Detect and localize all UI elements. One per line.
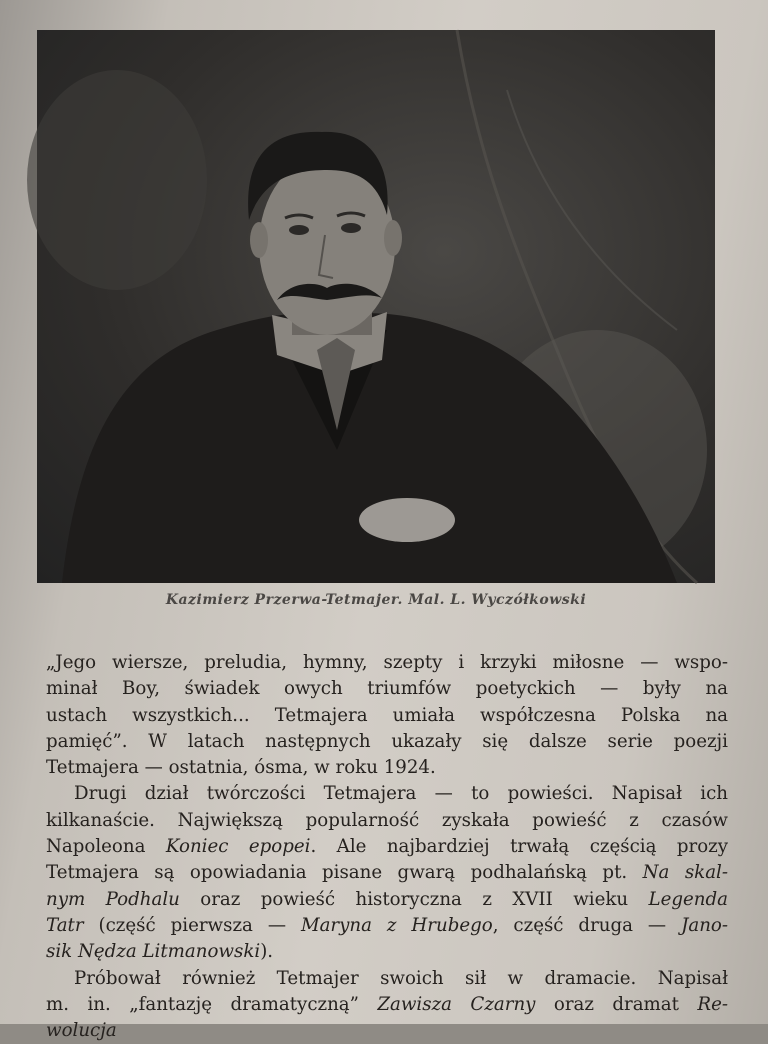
text-run: (część pierwsza — <box>83 914 301 936</box>
italic-title-text: wolucja <box>46 1020 117 1042</box>
italic-title-text: Legenda <box>648 888 728 910</box>
figure-caption: Kazimierz Przerwa-Tetmajer. Mal. L. Wyczółkowski <box>165 592 587 608</box>
italic-title-text: Jano- <box>681 914 729 936</box>
body-text <box>46 650 729 1042</box>
italic-title-text: nym Podhalu <box>46 888 180 910</box>
text-line <box>46 887 728 913</box>
text-run: Napoleona <box>46 836 166 858</box>
text-run: , część druga — <box>492 914 682 936</box>
text-run: oraz dramat <box>535 993 698 1015</box>
text-line <box>46 860 728 886</box>
italic-title-text: sik Nędza Litmanowski <box>46 941 261 963</box>
portrait-photo <box>37 30 715 583</box>
text-run: . Ale najbardziej trwałą częścią prozy <box>310 836 729 858</box>
portrait-illustration <box>37 30 715 583</box>
text-line <box>46 966 728 992</box>
text-run: ). <box>260 941 274 963</box>
text-run: pamięć”. W latach następnych ukazały się dalsze serie poezji <box>46 730 728 752</box>
text-run: Tetmajera są opowiadania pisane gwarą podhalańską pt. <box>46 862 643 884</box>
italic-title-text: Tatr <box>46 914 84 936</box>
text-line <box>46 781 728 807</box>
text-run: minał Boy, świadek owych triumfów poetyckich — były na <box>46 678 728 700</box>
text-line <box>46 913 728 939</box>
italic-title-text: Re- <box>697 993 728 1015</box>
italic-title-text: Maryna z Hrubego <box>300 914 493 936</box>
text-run: Tetmajera — ostatnia, ósma, w roku 1924. <box>46 757 436 779</box>
italic-title-text: Koniec epopei <box>165 836 311 858</box>
text-run: kilkanaście. Największą popularność zyskała powieść z czasów <box>46 809 728 831</box>
text-line <box>46 703 728 729</box>
italic-title-text: Na skal- <box>642 862 728 884</box>
text-line <box>46 729 728 755</box>
text-line <box>46 650 728 676</box>
text-run: m. in. „fantazję dramatyczną” <box>46 993 378 1015</box>
text-run: oraz powieść historyczna z XVII wieku <box>179 888 649 910</box>
text-run: „Jego wiersze, preludia, hymny, szepty i krzyki miłosne — wspo- <box>46 652 728 673</box>
text-line <box>46 939 728 965</box>
text-line <box>46 834 728 860</box>
text-line <box>46 992 728 1018</box>
text-run: Próbował również Tetmajer swoich sił w dramacie. Napisał <box>74 967 728 989</box>
text-run: ustach wszystkich... Tetmajera umiała współczesna Polska na <box>46 704 728 726</box>
text-run: Drugi dział twórczości Tetmajera — to powieści. Napisał ich <box>74 783 728 805</box>
text-line <box>46 1018 728 1042</box>
text-line <box>46 808 728 834</box>
text-line <box>46 676 728 702</box>
text-line <box>46 755 728 781</box>
italic-title-text: Zawisza Czarny <box>377 993 536 1015</box>
